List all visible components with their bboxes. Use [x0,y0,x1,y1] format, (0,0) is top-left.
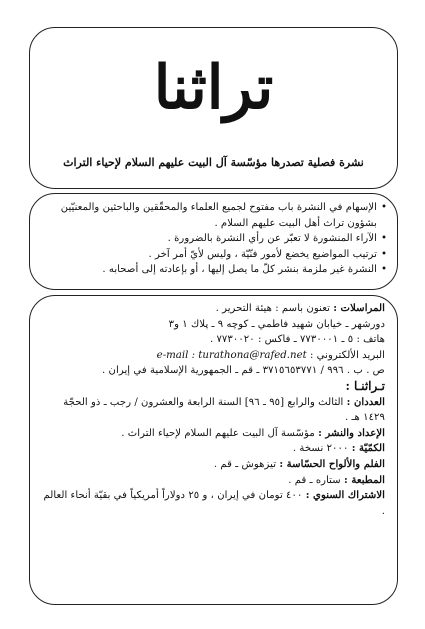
brand-heading: تـراثنـا : [345,378,385,393]
issues-label: العددان : [346,395,385,408]
masthead-box [29,27,398,189]
subscription-value: ٤٠٠ تومان في إيران ، و ٢٥ دولاراً أمريكياً في بقيّة أنحاء العالم . [43,490,385,517]
qty-line [42,441,385,457]
address-line: دورشهر ـ خيابان شهيد فاطمي ـ كوچه ٩ ـ پلاك ١ و٣ [168,318,385,330]
press-line [42,473,385,489]
prep-line [42,426,385,442]
correspondence-line [42,301,385,317]
note-item: • النشرة غير ملزمة بنشر كلّ ما يصل إليها ، أو بإعادته إلى أصحابه . [40,262,387,278]
note-item: • الآراء المنشورة لا تعبّر عن رأي النشرة بالضرورة . [40,231,387,247]
film-label: الفلم والألواح الحسّاسة : [279,457,385,470]
subscription-label: الاشتراك السنوي : [305,489,385,502]
note-item: • الإسهام في النشرة باب مفتوح لجميع العلماء والمحقّقين والباحثين والمعنيّين بشؤون تراث أهل البيت عليهم السلام . [40,200,387,231]
press-value: ستاره ـ قم . [288,474,341,486]
email-line [42,348,385,364]
notes-box [29,193,398,290]
email-link[interactable]: e-mail : turathona@rafed.net [156,349,307,361]
notes-list [30,194,397,278]
qty-label: الكمّيّة : [351,442,385,455]
email-label: البريد الألكتروني : [309,349,385,361]
issues-line [42,395,385,426]
prep-value: مؤسّسة آل البيت عليهم السلام لإحياء التراث . [121,427,315,439]
phone-line: هاتف : ٥ ـ ٧٧٣٠٠٠١ ـ فاكس : ٧٧٣٠٠٢٠ . [209,334,385,346]
correspondence-label: المراسلات : [333,302,385,314]
masthead-subtitle: نشرة فصلية تصدرها مؤسّسة آل البيت عليهم السلام لإحياء التراث [63,156,364,169]
info-box [29,295,398,605]
qty-value: ٢٠٠٠ نسخة . [292,443,349,455]
note-item: • ترتيب المواضيع يخضع لأمور فنّيّة ، وليس لأيّ أمر آخر . [40,247,387,263]
film-line [42,457,385,473]
masthead-title: تراثنا [153,53,274,123]
prep-label: الإعداد والنشر : [318,426,385,439]
subscription-line [42,488,385,519]
correspondence-value: تعنون باسم : هيئة التحرير . [215,303,330,314]
info-section [30,296,397,519]
film-value: تيزهوش ـ قم . [213,458,277,470]
press-label: المطبعة : [344,473,385,486]
pobox-line: ص . ب . ٩٩٦ / ٣٧١٥٦٥٣٧٧١ ـ قم ـ الجمهورية الإسلامية في إيران . [102,365,385,377]
issues-value: الثالث والرابع [٩٥ ـ ٩٦] السنة الرابعة والعشرون / رجب ـ ذو الحجّة ١٤٢٩ هـ . [63,396,385,424]
